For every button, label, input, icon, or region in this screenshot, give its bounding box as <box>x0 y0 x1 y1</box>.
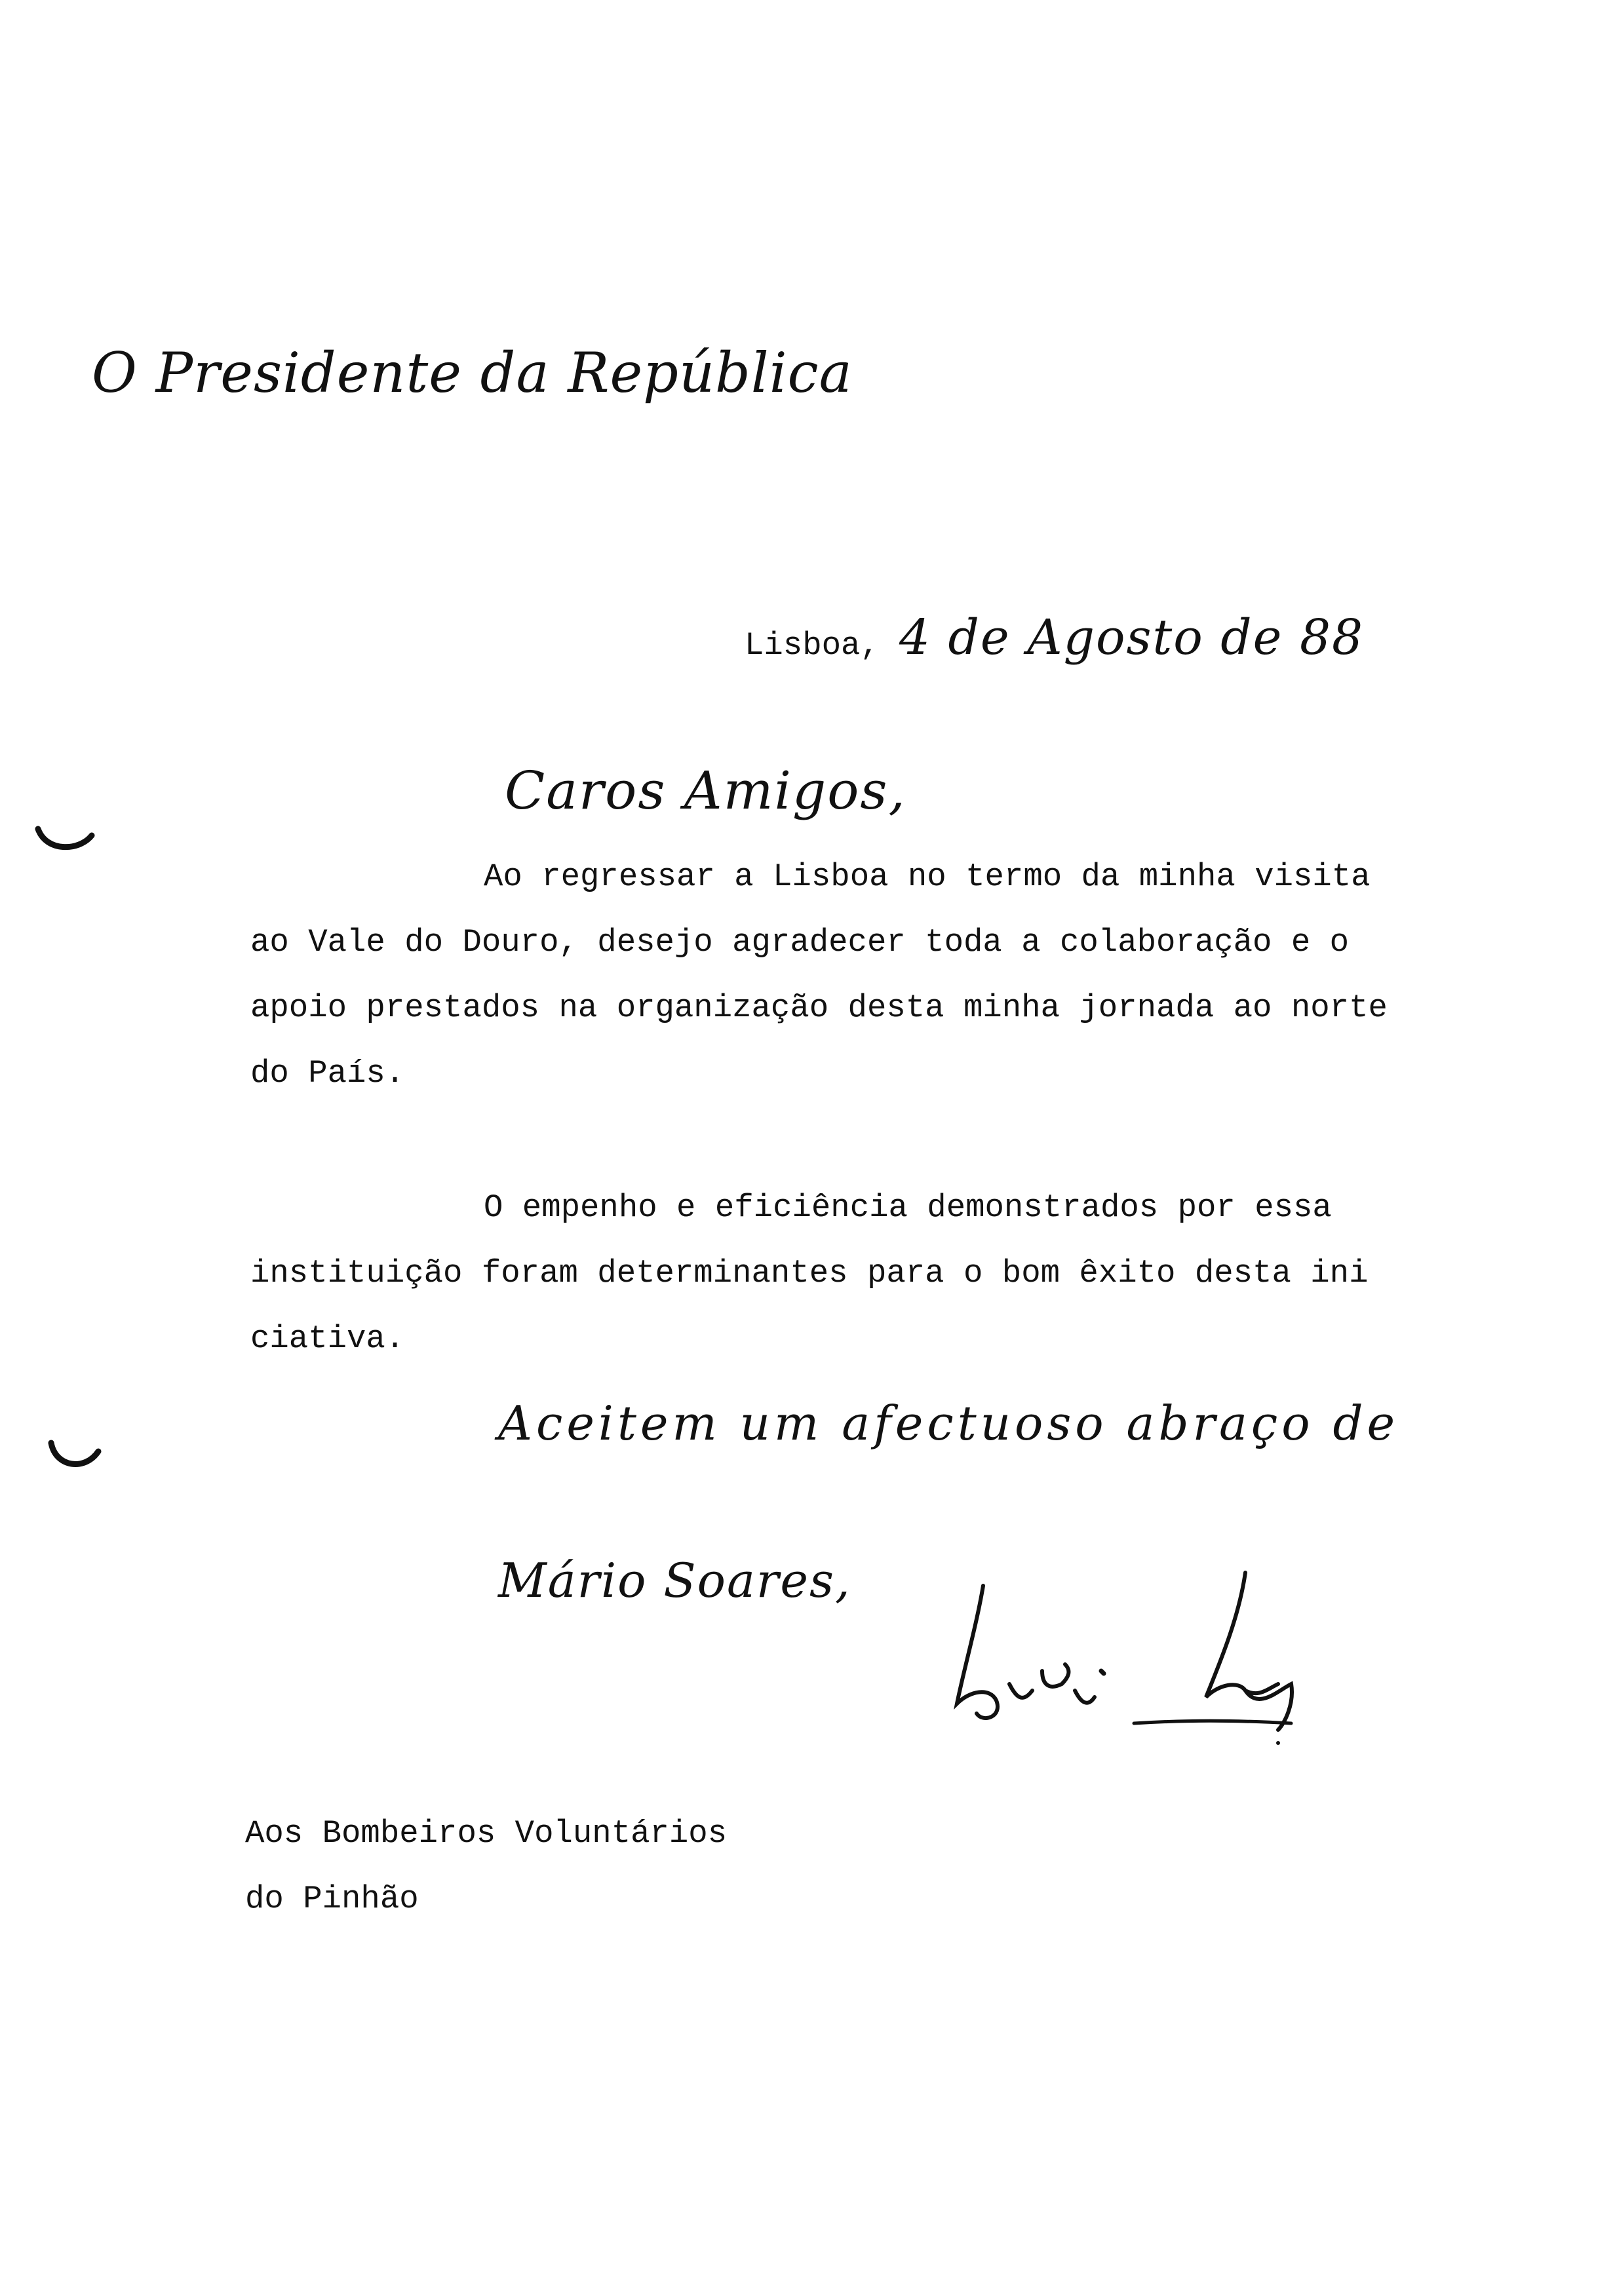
recipient-line-2: do Pinhão <box>245 1881 419 1917</box>
body-line: apoio prestados na organização desta minha jornada ao norte <box>250 989 1388 1026</box>
handwritten-date: 4 de Agosto de 88 <box>899 609 1365 666</box>
body-line: Ao regressar a Lisboa no termo da minha visita <box>484 858 1371 895</box>
body-line: do País. <box>250 1055 405 1092</box>
signature <box>937 1559 1331 1756</box>
body-line: instituição foram determinantes para o bom êxito desta ini <box>250 1255 1369 1292</box>
place-name: Lisboa, <box>745 627 880 664</box>
body-line: O empenho e eficiência demonstrados por essa <box>484 1189 1332 1226</box>
hole-punch-mark <box>46 1435 105 1474</box>
handwritten-salutation: Caros Amigos, <box>505 760 906 821</box>
hole-punch-mark <box>33 819 98 858</box>
handwritten-closing-line-1: Aceitem um afectuoso abraço de <box>498 1396 1399 1451</box>
recipient-line-1: Aos Bombeiros Voluntários <box>245 1815 728 1852</box>
letterhead-title: O Presidente da República <box>92 341 853 405</box>
handwritten-closing-line-2: Mário Soares, <box>498 1553 851 1608</box>
place-date <box>745 609 1364 666</box>
body-line: ao Vale do Douro, desejo agradecer toda a colaboração e o <box>250 924 1350 961</box>
body-line: ciativa. <box>250 1320 405 1357</box>
